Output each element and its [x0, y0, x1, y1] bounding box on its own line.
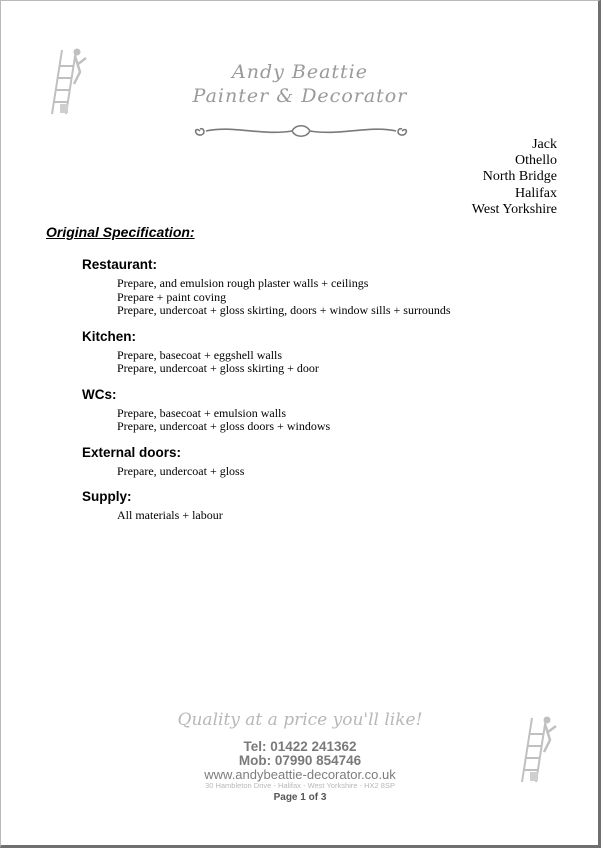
- address-line: Othello: [515, 153, 557, 169]
- section-restaurant: [82, 257, 451, 318]
- spec-line: Prepare, basecoat + emulsion walls: [117, 405, 287, 420]
- spec-line: Prepare, and emulsion rough plaster walls + ceilings: [117, 276, 369, 290]
- address-line: North Bridge: [482, 169, 557, 185]
- business-trade: Painter & Decorator: [192, 85, 408, 107]
- painter-ladder-footer-icon: [514, 712, 560, 784]
- recipient-address: [472, 137, 557, 218]
- specification-sections: [82, 257, 451, 534]
- address-line: West Yorkshire: [471, 201, 557, 217]
- footer-website: www.andybeattie-decorator.co.uk: [204, 767, 396, 782]
- section-title: Supply:: [82, 489, 132, 504]
- section-title: Restaurant:: [82, 257, 158, 272]
- painter-ladder-logo-icon: [44, 44, 90, 116]
- section-external-doors: [82, 445, 451, 479]
- page-number: Page 1 of 3: [273, 792, 327, 803]
- section-title: Kitchen:: [82, 328, 136, 344]
- flourish-divider-icon: [192, 122, 410, 140]
- footer-postal-address: 30 Hambleton Drive - Halifax - West Yorkshire - HX2 8SP: [205, 781, 395, 790]
- spec-line: Prepare, basecoat + eggshell walls: [117, 347, 283, 362]
- spec-line: Prepare, undercoat + gloss doors + windows: [117, 419, 331, 433]
- spec-line: Prepare, undercoat + gloss skirting, doors + window sills + surrounds: [117, 303, 451, 317]
- section-kitchen: [82, 329, 451, 376]
- section-title: External doors:: [82, 444, 182, 460]
- footer-mobile: Mob: 07990 854746: [238, 753, 362, 768]
- footer-tagline: Quality at a price you'll like!: [177, 710, 423, 730]
- spec-line: Prepare, undercoat + gloss: [117, 463, 245, 478]
- address-line: Halifax: [515, 185, 557, 201]
- section-wcs: [82, 387, 451, 434]
- section-title: WCs:: [82, 386, 117, 402]
- footer-telephone: Tel: 01422 241362: [243, 739, 357, 754]
- business-name: Andy Beattie: [231, 61, 369, 83]
- spec-line: Prepare + paint coving: [117, 289, 227, 304]
- specification-heading: Original Specification:: [46, 224, 195, 240]
- address-line: Jack: [532, 137, 557, 152]
- spec-line: Prepare, undercoat + gloss skirting + door: [117, 361, 319, 375]
- section-supply: [82, 489, 451, 523]
- letterhead-logo: [190, 60, 410, 108]
- spec-line: All materials + labour: [117, 508, 223, 522]
